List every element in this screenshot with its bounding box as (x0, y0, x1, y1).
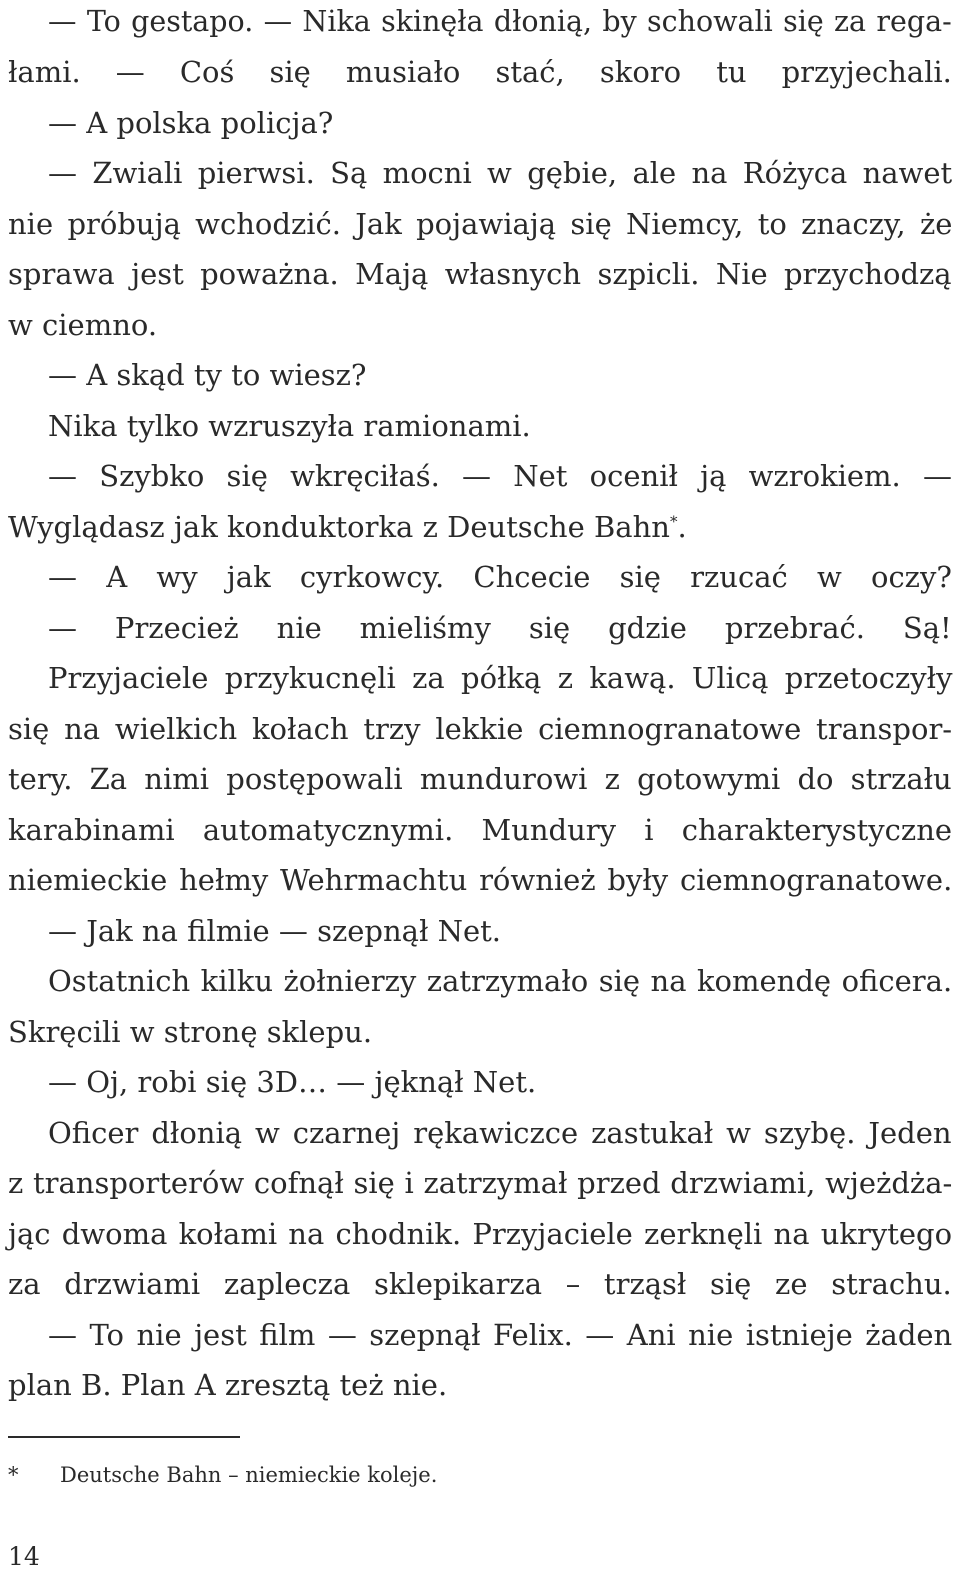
text-line: Nika tylko wzruszyła ramionami. (48, 409, 531, 443)
text-line: — To nie jest film — szepnął Felix. — Ani nie istnieje żaden (48, 1318, 953, 1352)
text-line: sprawa jest poważna. Mają własnych szpicli. Nie przychodzą (8, 257, 952, 291)
text-line: — A skąd ty to wiesz? (48, 358, 367, 392)
text-line: — Oj, robi się 3D… — jęknął Net. (48, 1065, 537, 1099)
text-line: — Jak na filmie — szepnął Net. (48, 914, 501, 948)
text-run: . (677, 510, 687, 544)
text-line: — Szybko się wkręciłaś. — Net ocenił ją wzrokiem. — (48, 459, 952, 493)
text-line: Ostatnich kilku żołnierzy zatrzymało się na komendę oficera. (48, 964, 953, 998)
text-line: niemieckie hełmy Wehrmachtu również były ciemnogranatowe. (8, 863, 953, 897)
footnote-divider (8, 1436, 240, 1438)
text-run: Wyglądasz jak konduktorka z Deutsche Bahn (8, 510, 670, 544)
text-line: — Zwiali pierwsi. Są mocni w gębie, ale na Różyca nawet (48, 156, 953, 190)
text-line: za drzwiami zaplecza sklepikarza – trząsł się ze strachu. (8, 1267, 952, 1301)
footnote-reference: * (669, 512, 678, 531)
text-line: łami. — Coś się musiało stać, skoro tu przyjechali. (8, 55, 952, 89)
page-number: 14 (8, 1542, 40, 1571)
text-line: plan B. Plan A zresztą też nie. (8, 1368, 448, 1402)
text-line: — A wy jak cyrkowcy. Chcecie się rzucać w oczy? (48, 560, 952, 594)
text-line: nie próbują wchodzić. Jak pojawiają się Niemcy, to znaczy, że (8, 207, 953, 241)
footnote-text: Deutsche Bahn – niemieckie koleje. (60, 1463, 438, 1487)
text-line: — To gestapo. — Nika skinęła dłonią, by schowali się za rega- (48, 5, 952, 38)
text-line: z transporterów cofnął się i zatrzymał przed drzwiami, wjeżdża- (8, 1166, 953, 1200)
text-line: tery. Za nimi postępowali mundurowi z gotowymi do strzału (8, 762, 952, 796)
text-line: karabinami automatycznymi. Mundury i charakterystyczne (8, 813, 953, 847)
text-line: się na wielkich kołach trzy lekkie ciemnogranatowe transpor- (8, 712, 953, 746)
text-line: Oficer dłonią w czarnej rękawiczce zastukał w szybę. Jeden (48, 1116, 952, 1150)
text-line: — A polska policja? (48, 106, 334, 140)
text-line: Przyjaciele przykucnęli za półką z kawą. Ulicą przetoczyły (48, 661, 953, 695)
text-line: w ciemno. (8, 308, 158, 342)
text-line: — Przecież nie mieliśmy się gdzie przebrać. Są! (48, 611, 952, 645)
text-line: Skręcili w stronę sklepu. (8, 1015, 373, 1049)
footnote (8, 1460, 437, 1490)
footnote-mark: * (8, 1463, 19, 1487)
text-line: jąc dwoma kołami na chodnik. Przyjaciele zerknęli na ukrytego (8, 1217, 953, 1251)
text-line (8, 505, 687, 549)
